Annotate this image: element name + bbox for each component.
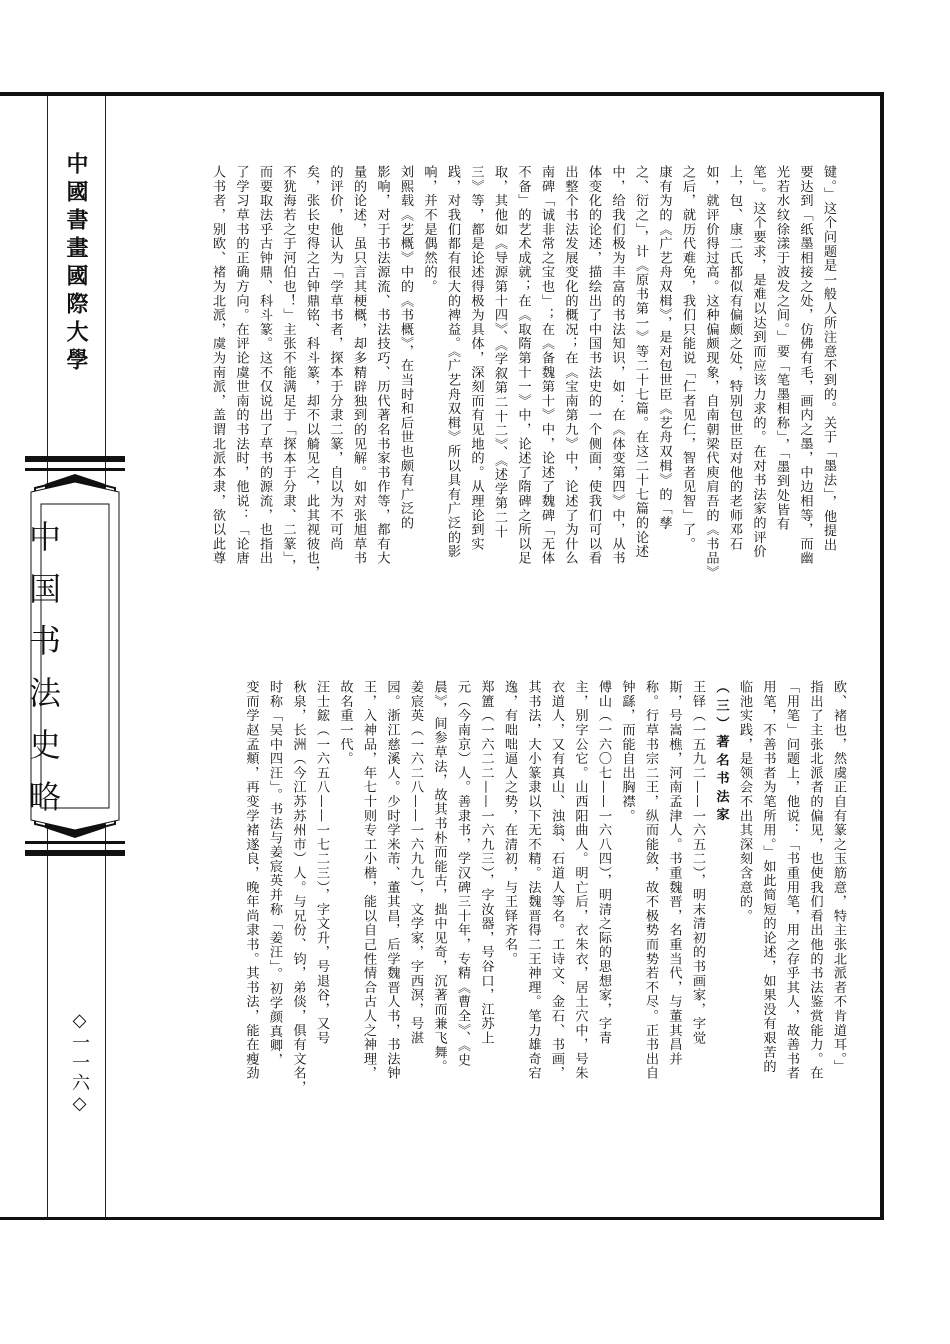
page-number: ◇一一六◇ [69, 1010, 90, 1116]
lower-text-block [230, 680, 850, 1180]
text-column: 响，并不是偶然的。 [421, 165, 437, 294]
text-column: 南碑「诚非常之宝也」；在《备魏第十》中，论述了魏碑「无体 [539, 165, 554, 566]
text-column: 傅山（一六〇七——一六八四），明清之际的思想家，字青 [596, 680, 611, 1046]
text-column: 光若水纹徐漾于波发之间。」要「笔墨相称」，「墨到处皆有 [774, 165, 789, 532]
text-column: 指出了主张北派者的偏见，也使我们看出他的书法鉴赏能力。在 [807, 680, 823, 1081]
text-column: 逸，有咄咄逼人之势，在清初，与王铎齐名。 [502, 680, 517, 966]
page-frame-right [880, 92, 884, 1220]
university-name: 中國書畫國際大學 [63, 152, 89, 376]
text-column: 影响，对于书法源流、书法技巧、历代著名书家书作等，都有大 [374, 165, 390, 566]
text-column: 人书者，别欧、褚为北派，虞为南派，盖谓北派本隶，欲以此尊 [210, 165, 225, 566]
text-column: 要达到「纸墨相接之处，仿佛有毛，画内之墨，中边相等，而幽 [797, 165, 813, 566]
text-column: 故名重一代。 [337, 680, 353, 766]
text-column: 王铎（一五九二——一六五二），明末清初的书画家，字觉 [690, 680, 705, 1046]
text-column: 之、衍之」，计《原书第一》等二十七篇。在这二十七篇的论述 [633, 165, 648, 559]
text-column: 上，包、康二氏都似有偏颇之处，特别包世臣对他的老师邓石 [727, 165, 742, 552]
page-frame-bottom [0, 1217, 884, 1220]
text-column: 刘熙载《艺概》中的《书概》，在当时和后世也颇有广泛的 [398, 165, 413, 531]
book-title: 中国书法史略 [24, 520, 62, 832]
text-column: 园。浙江慈溪人。少时学米芾、董其昌，后学魏晋人书，书法钟 [384, 680, 400, 1081]
text-column: 三》等，都是论述得极为具体，深刻而有见地的。从理论到实 [468, 165, 484, 552]
text-column: 键。」这个问题是一般人所注意不到的。关于「墨法」，他提出 [821, 165, 836, 553]
text-column: 称。行草书宗二王，纵而能敛，故不极势而势若不尽。正书出自 [643, 680, 658, 1081]
text-column: 王，入神品，年七十则专工小楷，能以自己性情合古人之神理， [361, 680, 376, 1081]
text-column: 欧、褚也，然虞正自有篆之玉筋意，特主张北派者不肯道耳。」 [831, 680, 846, 1074]
text-column: 衣道人，又有真山、浊翁、石道人等名。工诗文、金石、书画， [549, 680, 564, 1081]
text-column: 斯，号嵩樵，河南孟津人。书重魏晋，名重当代，与董其昌并 [666, 680, 682, 1067]
page-frame-top [0, 92, 884, 96]
text-column: 晨》，间参草法，故其书朴而能古，拙中见奇，沉著而兼飞舞。 [431, 680, 447, 1074]
text-column: 「用笔」问题上，他说：「书重用笔，用之存乎其人，故善书者 [784, 680, 799, 1081]
text-column: 钟繇，而能自出胸襟。 [619, 680, 635, 823]
text-column: 取，其他如《导源第十四》、《学叙第二十二》、《述学第二十 [492, 165, 507, 539]
upper-text-block [160, 165, 840, 657]
text-column: 体变化的论述，描绘出了中国书法史的一个侧面，使我们可以看 [586, 165, 601, 566]
text-column: 康有为的《广艺舟双楫》，是对包世臣《艺舟双楫》的「孳 [656, 165, 672, 531]
text-column: 笔」。这个要求，是难以达到而应该力求的。在对书法家的评价 [750, 165, 766, 559]
section-heading: （三）著名书法家 [713, 680, 729, 826]
text-column: 郑簠（一六二二——一六九三），字汝器，号谷口，江苏上 [478, 680, 494, 1046]
text-column: 中，给我们极为丰富的书法知识，如：在《体变第四》中，从书 [609, 165, 625, 566]
text-column: 践，对我们都有很大的裨益。《广艺舟双楫》所以具有广泛的影 [445, 165, 460, 559]
text-column: 秋泉，长洲（今江苏苏州市）人。与兄份、钧，弟倓，俱有文名， [290, 680, 306, 1095]
text-column: 矣，张长史得之古钟鼎铭、科斗篆，却不以觭见之，此其视彼也， [304, 165, 319, 580]
text-column: 的评价，他认为「学草书者，探本于分隶二篆，自以为不可尚 [327, 165, 343, 552]
text-column: 用笔，不善书者为笔所用。」如此简短的论述，如果没有艰苦的 [760, 680, 776, 1074]
text-column: 不备」的艺术成就；在《取隋第十一》中，论述了隋碑之所以足 [515, 165, 531, 566]
text-column: 其书法，大小篆隶以下无不精。法魏晋得二王神理。笔力雄奇宕 [525, 680, 541, 1081]
text-column: 之后，就历代难免，我们只能说「仁者见仁，智者见智」了。 [680, 165, 695, 552]
text-column: 临池实践，是领会不出其深刻含意的。 [737, 680, 752, 924]
text-column: 元（今南京）人。善隶书，学汉碑三十年，专精《曹全》、《史 [455, 680, 470, 1068]
text-column: 量的论述，虽只言其梗概，却多精辟独到的见解。如对张旭草书 [351, 165, 366, 566]
text-column: 变而学赵孟頫，再变学褚遂良，晚年尚隶书。其书法，能在瘦劲 [243, 680, 259, 1081]
text-column: 不犹海若之于河伯也！」主张不能满足于「探本于分隶、二篆」， [280, 165, 296, 574]
text-column: 姜宸英（一六二八——一六九九），文学家，字西溟，号湛 [408, 680, 423, 1046]
text-column: 主，别字公它。山西阳曲人。明亡后，衣朱衣，居土穴中，号朱 [572, 680, 588, 1081]
text-column: 出整个书法发展变化的概况；在《宝南第九》中，论述了为什么 [562, 165, 578, 566]
text-column: 汪士鋐（一六五八——一七二三），字文升，号退谷，又号 [314, 680, 329, 1046]
text-column: 如，就评价得过高。这种偏颇现象，自南朝梁代庾肩吾的《书品》 [703, 165, 719, 580]
text-column: 时称「吴中四汪」。书法与姜宸英并称「姜汪」。初学颜真卿， [267, 680, 282, 1068]
text-column: 了学习草书的正确方向。在评论虞世南的书法时，他说：「论唐 [233, 165, 249, 566]
text-column: 而要取法乎古钟鼎、科斗篆。这不仅说出了草书的源流，也指出 [257, 165, 272, 566]
